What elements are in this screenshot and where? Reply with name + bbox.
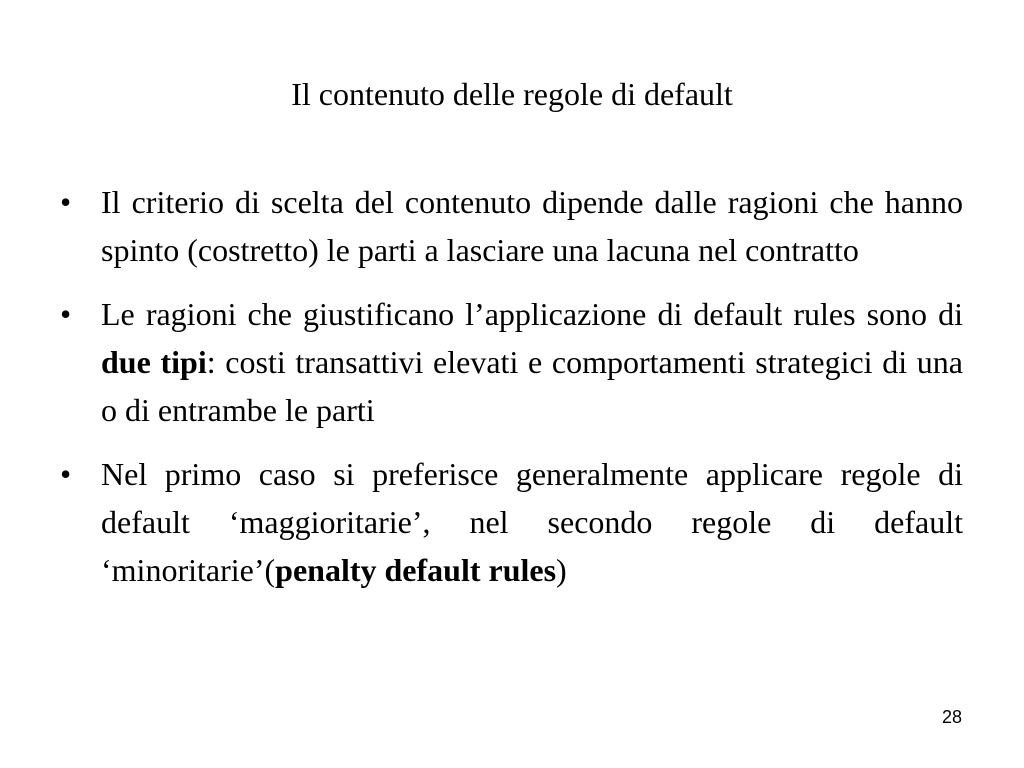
bullet-bold-text: due tipi — [101, 344, 207, 380]
bullet-text-start: Le ragioni che giustificano l’applicazione di default rules sono di — [101, 296, 963, 332]
bullet-text-start: Nel primo caso si preferisce generalmente applicare regole di default ‘maggioritarie’, nel secondo regole di default ‘minoritarie’( — [101, 456, 963, 588]
page-number: 28 — [941, 707, 962, 727]
bullet-item-ragioni — [60, 290, 963, 434]
bullet-icon: • — [60, 456, 72, 492]
bullet-text-end: : costi transattivi elevati e comportamenti strategici di una o di entrambe le parti — [101, 344, 964, 428]
bullet-list — [60, 178, 963, 610]
bullet-icon: • — [60, 296, 72, 332]
bullet-bold-text: penalty default rules — [275, 552, 557, 588]
slide-title: Il contenuto delle regole di default — [291, 76, 733, 112]
bullet-icon: • — [60, 184, 72, 220]
bullet-text: Il criterio di scelta del contenuto dipende dalle ragioni che hanno spinto (costretto) le parti a lasciare una lacuna nel contratto — [101, 184, 963, 268]
bullet-item-criterio — [60, 178, 963, 274]
bullet-item-primo-caso — [60, 450, 963, 594]
bullet-text-end: ) — [556, 552, 567, 588]
